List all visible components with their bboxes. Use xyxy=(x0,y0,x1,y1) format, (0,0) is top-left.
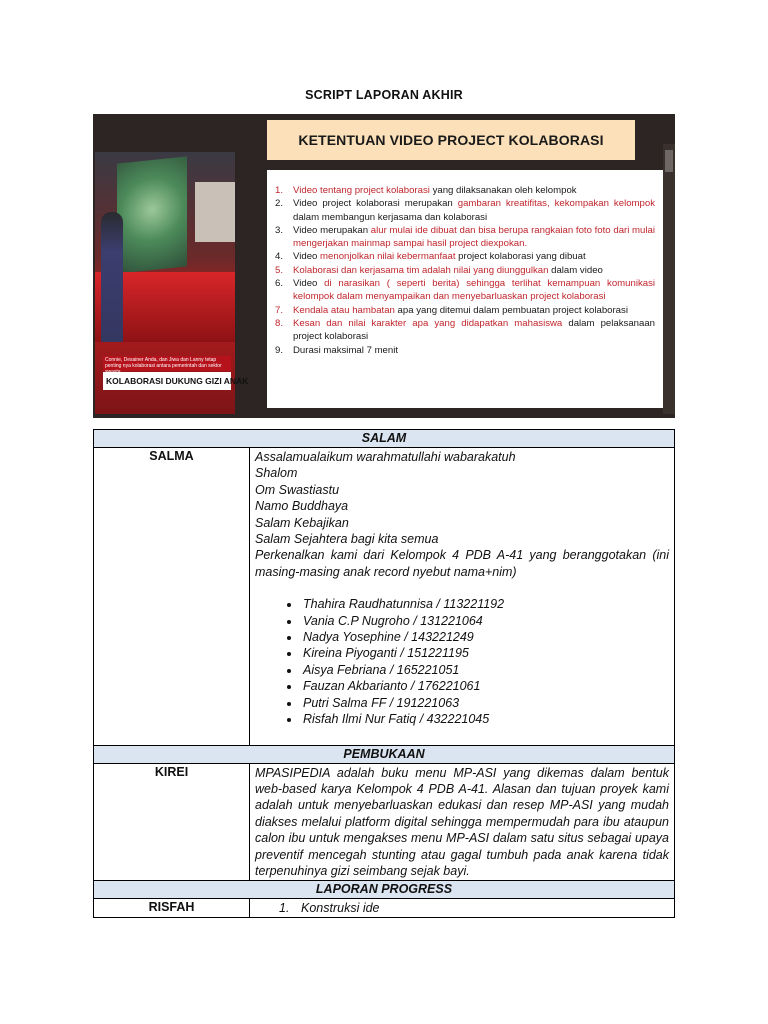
introduction-text: Perkenalkan kami dari Kelompok 4 PDB A-41 yang beranggotakan (ini masing-masing anak record nyebut nama+nim) xyxy=(255,548,669,579)
requirement-text: Video xyxy=(293,251,321,263)
requirement-item xyxy=(275,250,655,263)
news-anchor-figure xyxy=(101,212,123,342)
member-item: • Thahira Raudhatunnisa / 113221192 xyxy=(301,596,669,612)
member-item: • Vania C.P Nugroho / 131221064 xyxy=(301,613,669,629)
requirement-item xyxy=(275,224,655,251)
greeting-line: Salam Kebajikan xyxy=(255,515,349,530)
requirement-text: dalam membangun kerjasama dan kolaborasi xyxy=(293,211,488,223)
member-item: • Fauzan Akbarianto / 176221061 xyxy=(301,678,669,694)
requirement-number: 3. xyxy=(275,224,284,236)
requirement-item xyxy=(275,264,655,277)
section-row-salam xyxy=(94,448,675,746)
salam-content xyxy=(250,448,675,746)
slide-header xyxy=(267,120,635,160)
greeting-line: Namo Buddhaya xyxy=(255,499,349,514)
greeting-line: Om Swastiastu xyxy=(255,482,340,497)
laporan-content xyxy=(250,899,675,918)
speaker-name: RISFAH xyxy=(94,899,250,918)
requirement-text: di narasikan ( seperti berita) sehingga terlihat kemampuan komunikasi kelompok dalam menyampaikan dan menyebarluaskan project kolaborasi xyxy=(293,278,656,303)
requirement-text: dalam video xyxy=(548,264,603,276)
section-header-laporan xyxy=(94,881,675,899)
requirement-text: project kolaborasi yang dibuat xyxy=(455,251,586,263)
member-item: • Aisya Febriana / 165221051 xyxy=(301,662,669,678)
progress-item-number: 1. xyxy=(279,901,290,916)
speaker-name: KIREI xyxy=(94,763,250,881)
speaker-name: SALMA xyxy=(94,448,250,746)
requirement-item xyxy=(275,184,655,197)
requirement-number: 7. xyxy=(275,304,284,316)
requirement-text: menonjolkan nilai kebermanfaat xyxy=(320,251,456,263)
image-edge-strip xyxy=(663,144,675,414)
section-header-salam xyxy=(94,430,675,448)
member-item: • Risfah Ilmi Nur Fatiq / 432221045 xyxy=(301,711,669,727)
section-header-pembukaan xyxy=(94,745,675,763)
slide-requirements-panel xyxy=(267,170,663,408)
script-table xyxy=(93,429,675,918)
requirement-text: Kesan dan nilai karakter apa yang didapatkan mahasiswa xyxy=(293,317,563,329)
document-title: SCRIPT LAPORAN AKHIR xyxy=(305,88,463,102)
requirement-text: Video xyxy=(293,278,325,290)
section-row-pembukaan xyxy=(94,763,675,881)
progress-list xyxy=(255,900,669,916)
requirement-item xyxy=(275,344,655,357)
greeting-line: Salam Sejahtera bagi kita semua xyxy=(255,532,439,547)
member-item: • Kireina Piyoganti / 151221195 xyxy=(301,645,669,661)
news-studio-photo xyxy=(95,152,249,414)
requirement-number: 1. xyxy=(275,185,284,196)
studio-screen-graphic xyxy=(117,156,187,273)
requirement-text: gambaran kreatifitas, kekompakan kelompok xyxy=(457,198,655,210)
embedded-slide-image xyxy=(93,114,675,418)
requirement-item xyxy=(275,197,655,224)
pembukaan-content xyxy=(250,763,675,881)
news-caption-headline: KOLABORASI DUKUNG GIZI ANAK xyxy=(103,372,231,390)
requirement-number: 4. xyxy=(275,251,284,263)
greeting-line: Shalom xyxy=(255,466,298,481)
section-row-laporan xyxy=(94,899,675,918)
requirement-text: Video project kolaborasi merupakan xyxy=(293,198,458,210)
progress-item-label: Konstruksi ide xyxy=(301,901,380,916)
requirement-item xyxy=(275,317,655,344)
requirement-text: alur mulai ide dibuat dan bisa berupa rangkaian foto foto dari mulai mengerjakan mainmap sampai hasil project diexpokan. xyxy=(293,224,655,250)
requirement-number: 6. xyxy=(275,278,284,290)
requirement-text: Kendala atau hambatan xyxy=(293,304,395,316)
member-item: • Nadya Yosephine / 143221249 xyxy=(301,629,669,645)
member-list xyxy=(255,596,669,727)
requirement-text: Kolaborasi dan kerjasama tim adalah nilai yang diunggulkan xyxy=(293,264,549,276)
requirements-list xyxy=(275,184,655,357)
requirement-text: dalam pelaksanaan project kolaborasi xyxy=(293,317,655,343)
requirement-item xyxy=(275,277,655,304)
section-heading: PEMBUKAAN xyxy=(94,745,675,763)
section-heading: SALAM xyxy=(94,430,675,448)
news-caption-ticker: Connie, Desainer Anda, dan Jiwa dan Lanny tetap penting nya kolaborasi antara pemerintah dan sektor swasta xyxy=(103,356,231,371)
requirement-number: 9. xyxy=(275,344,284,356)
requirement-text: Video tentang project kolaborasi xyxy=(293,185,430,196)
requirement-text: apa yang ditemui dalam pembuatan project kolaborasi xyxy=(394,304,628,316)
progress-item xyxy=(279,900,669,916)
requirement-text: Durasi maksimal 7 menit xyxy=(293,344,399,356)
requirement-text: yang dilaksanakan oleh kelompok xyxy=(429,185,577,196)
member-item: • Putri Salma FF / 191221063 xyxy=(301,695,669,711)
slide-header-title: KETENTUAN VIDEO PROJECT KOLABORASI xyxy=(298,132,604,148)
news-caption xyxy=(103,356,249,400)
studio-screen-graphic xyxy=(195,182,235,242)
requirement-text: Video merupakan xyxy=(293,224,371,236)
section-heading: LAPORAN PROGRESS xyxy=(94,881,675,899)
greeting-line: Assalamualaikum warahmatullahi wabarakatuh xyxy=(255,450,516,464)
requirement-number: 2. xyxy=(275,198,284,210)
requirement-number: 8. xyxy=(275,317,284,329)
requirement-item xyxy=(275,304,655,317)
requirement-number: 5. xyxy=(275,264,284,276)
pembukaan-text: MPASIPEDIA adalah buku menu MP-ASI yang dikemas dalam bentuk web-based karya Kelompok 4 PDB A-41. Alasan dan tujuan proyek kami adalah untuk menyebarluaskan edukasi dan resep MP-ASI yang mudah diakses melalui platform digital sehingga mempermudah para ibu ataupun calon ibu untuk mengakses menu MP-ASI dalam satu situs sebagai upaya preventif mencegah stunting atau gagal tumbuh pada anak karena tidak terpenuhinya gizi seimbang sejak bayi. xyxy=(255,765,669,878)
